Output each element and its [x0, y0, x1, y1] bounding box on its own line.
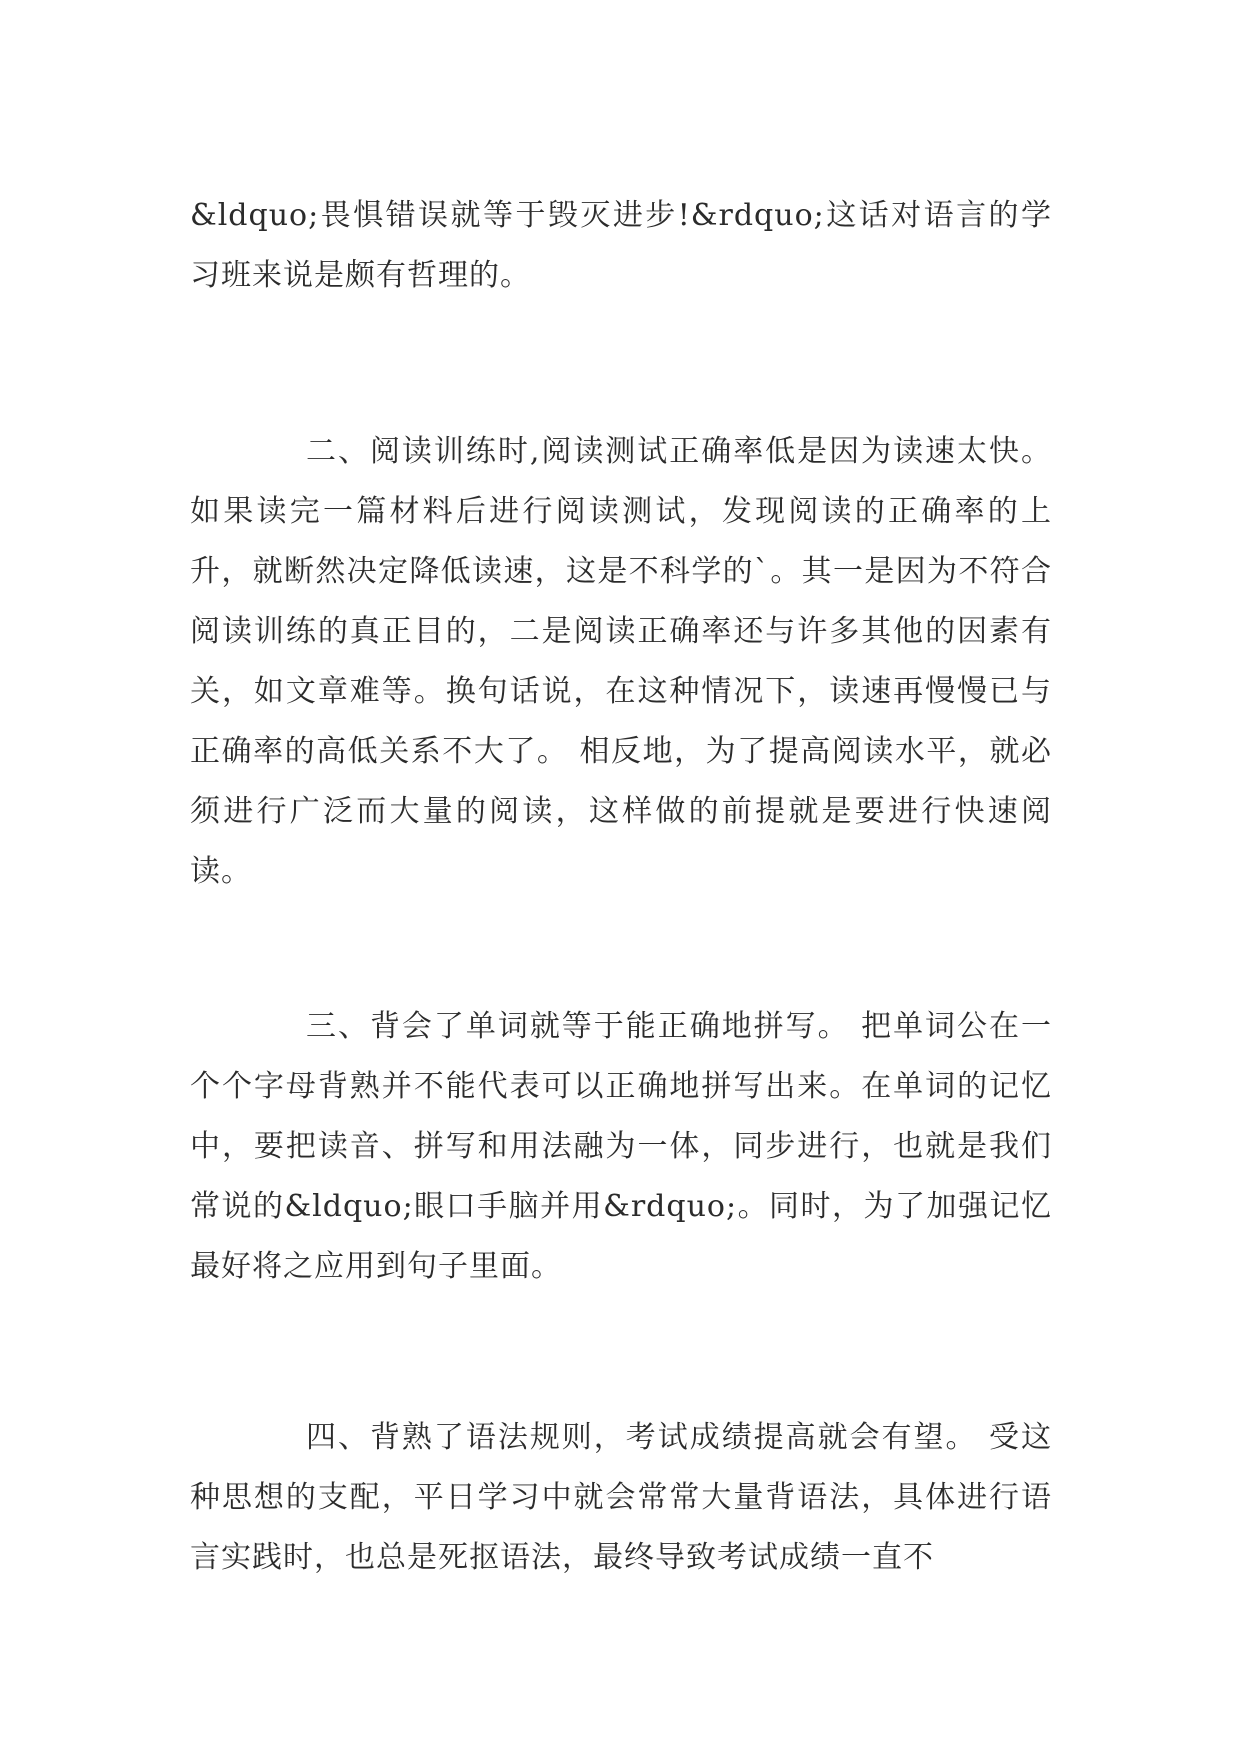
paragraph-quote-conclusion: &ldquo;畏惧错误就等于毁灭进步!&rdquo;这话对语言的学习班来说是颇有哲理的。	[190, 198, 1052, 293]
document-page	[190, 0, 1052, 1754]
paragraph-word-spelling: 三、背会了单词就等于能正确地拼写。 把单词公在一个个字母背熟并不能代表可以正确地拼写出来。在单词的记忆中，要把读音、拼写和用法融为一体，同步进行，也就是我们常说的&ldquo;眼口手脑并用&rdquo;。同时，为了加强记忆最好将之应用到句子里面。	[190, 1009, 1052, 1284]
paragraph-grammar-rules: 四、背熟了语法规则，考试成绩提高就会有望。 受这种思想的支配，平日学习中就会常常大量背语法，具体进行语言实践时，也总是死抠语法，最终导致考试成绩一直不	[190, 1420, 1052, 1575]
paragraph-reading-speed: 二、阅读训练时,阅读测试正确率低是因为读速太快。如果读完一篇材料后进行阅读测试，发现阅读的正确率的上升，就断然决定降低读速，这是不科学的`。其一是因为不符合阅读训练的真正目的，二是阅读正确率还与许多其他的因素有关，如文章难等。换句话说，在这种情况下，读速再慢慢已与正确率的高低关系不大了。 相反地，为了提高阅读水平，就必须进行广泛而大量的阅读，这样做的前提就是要进行快速阅读。	[190, 434, 1052, 889]
